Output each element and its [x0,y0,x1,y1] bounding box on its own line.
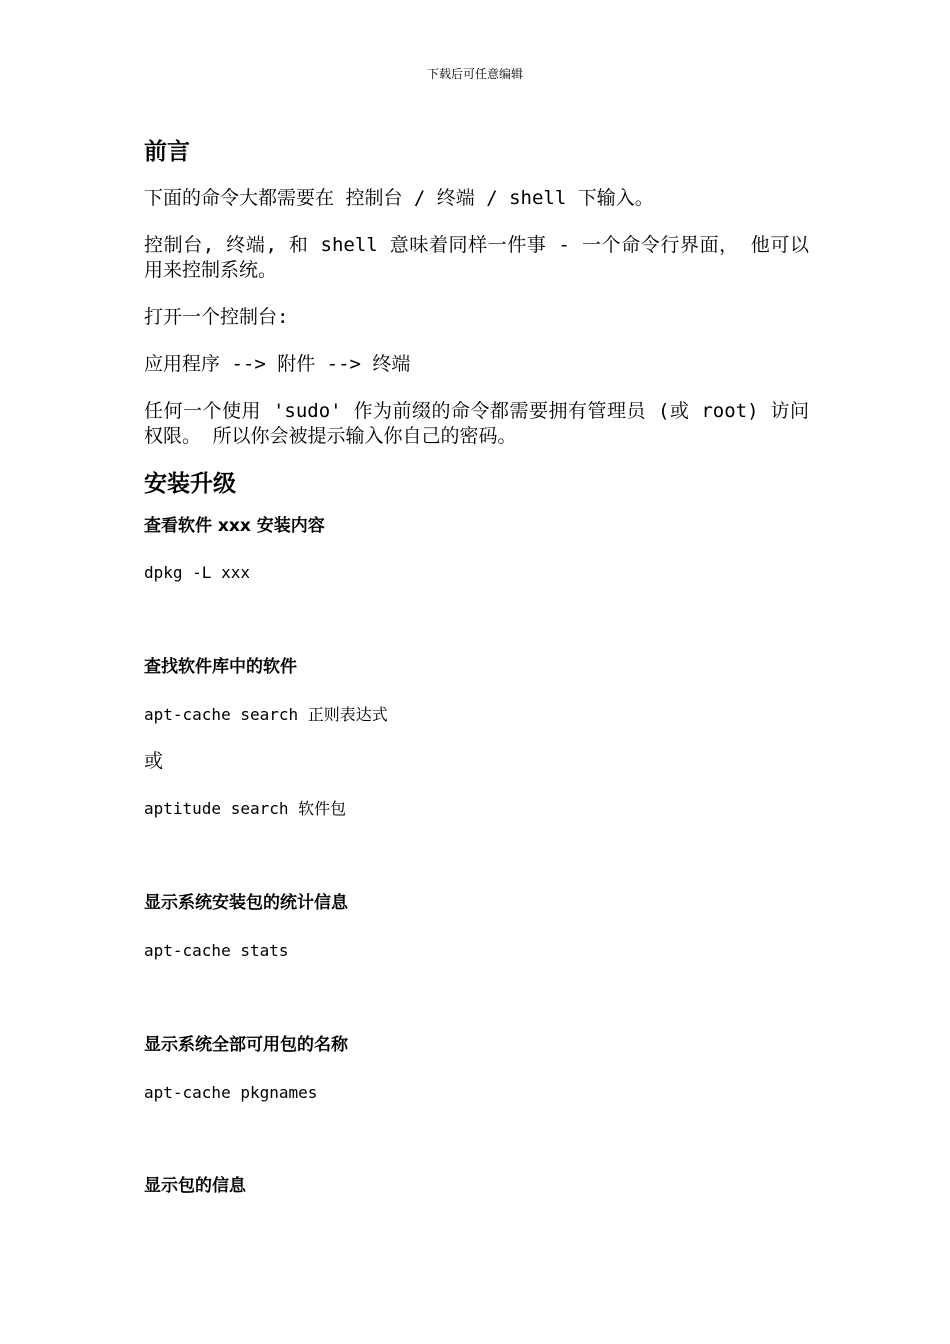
install-heading: 安装升级 [144,471,236,497]
section-title-installed-contents: 查看软件 xxx 安装内容 [144,516,325,536]
preface-paragraph-5: 任何一个使用 'sudo' 作为前缀的命令都需要拥有管理员 (或 root) 访问权限。 所以你会被提示输入你自己的密码。 [144,400,809,447]
code-apt-cache-pkgnames: apt-cache pkgnames [144,1083,318,1102]
section-title-package-info: 显示包的信息 [144,1176,246,1196]
preface-paragraph-2: 控制台, 终端, 和 shell 意味着同样一件事 - 一个命令行界面， 他可以用来控制系统。 [144,234,809,281]
or-text: 或 [144,750,164,772]
section-title-package-names: 显示系统全部可用包的名称 [144,1035,348,1055]
section-title-package-stats: 显示系统安装包的统计信息 [144,893,348,913]
preface-heading: 前言 [144,139,190,165]
code-aptitude-search: aptitude search 软件包 [144,799,347,818]
preface-paragraph-4: 应用程序 --> 附件 --> 终端 [144,353,411,375]
code-apt-cache-search: apt-cache search 正则表达式 [144,705,388,724]
preface-paragraph-3: 打开一个控制台: [144,306,289,328]
page-header: 下载后可任意编辑 [426,67,523,81]
code-dpkg-list: dpkg -L xxx [144,563,250,582]
section-title-search-packages: 查找软件库中的软件 [144,657,297,677]
preface-paragraph-1: 下面的命令大都需要在 控制台 / 终端 / shell 下输入。 [144,187,654,209]
code-apt-cache-stats: apt-cache stats [144,941,289,960]
